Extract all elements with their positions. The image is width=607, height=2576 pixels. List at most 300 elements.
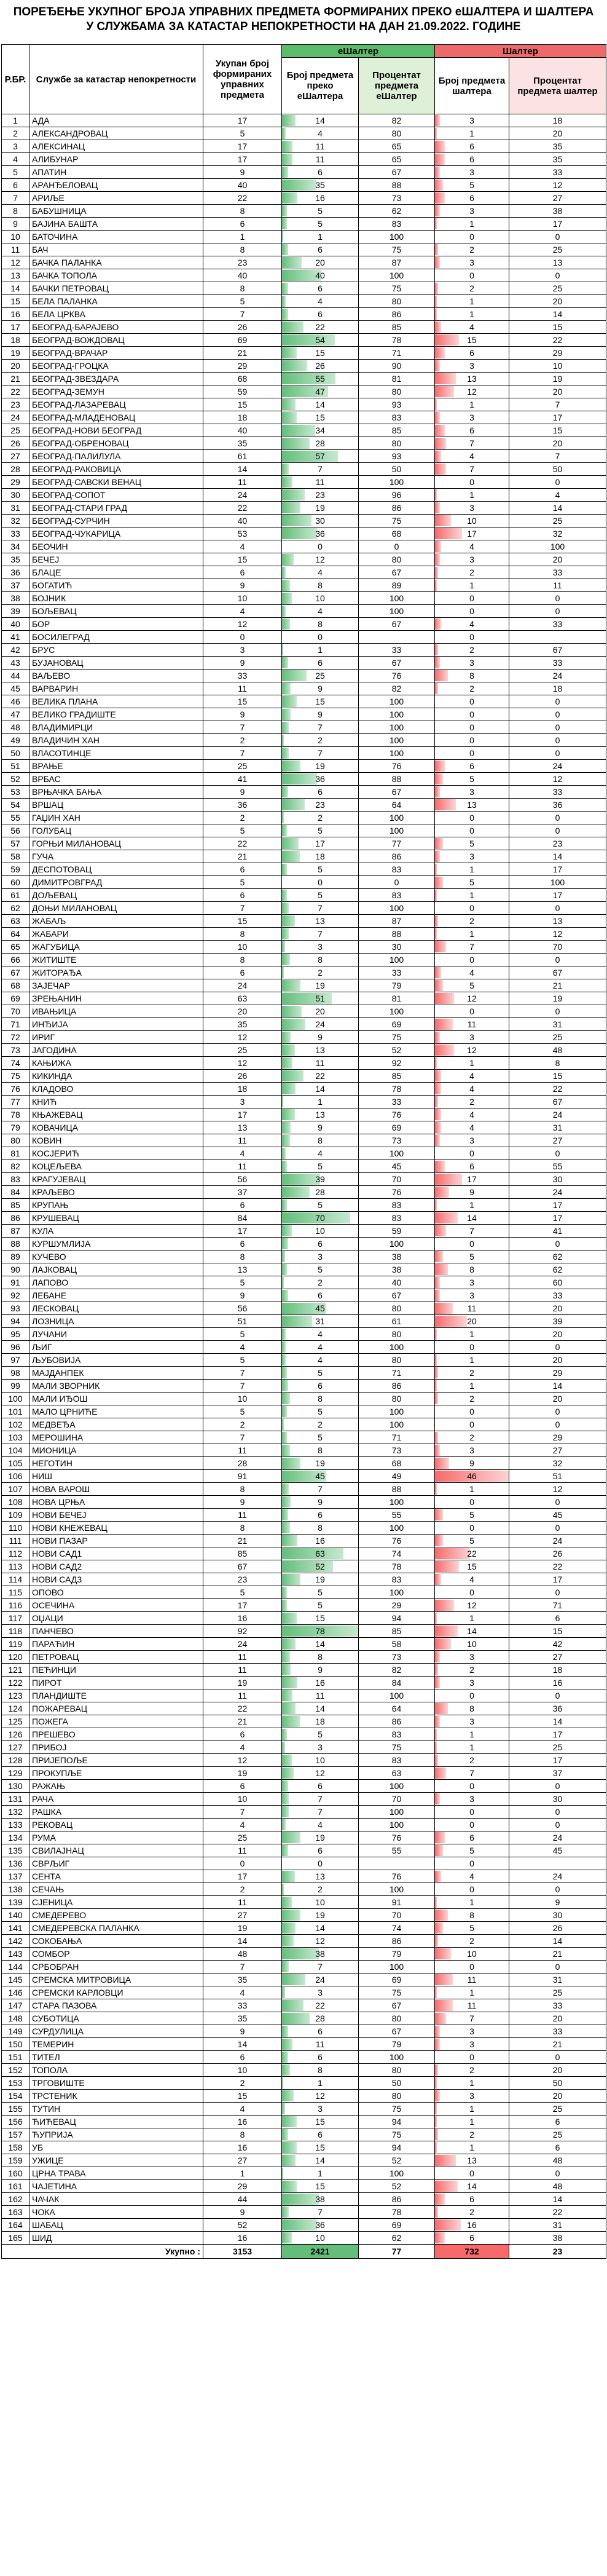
e-count-bar [282,2129,288,2140]
total-count: 8 [203,1483,282,1496]
s-count-bar [435,154,445,165]
s-count [435,876,509,889]
row-number: 108 [2,1496,29,1509]
s-count [435,2141,509,2154]
office-name: ПРИБОЈ [29,1741,203,1754]
s-count-value: 1 [469,309,474,319]
s-pct: 41 [509,1225,606,1238]
e-count [282,1496,359,1509]
row-number: 2 [2,127,29,140]
total-count: 11 [203,1509,282,1522]
row-number: 138 [2,1883,29,1896]
e-count-value: 35 [315,180,325,190]
e-count [282,2012,359,2025]
s-count-bar [435,1225,446,1236]
s-count [435,140,509,153]
e-pct: 81 [359,992,435,1005]
office-name: ДОЊИ МИЛАНОВАЦ [29,902,203,915]
e-count [282,1134,359,1147]
e-pct: 0 [359,540,435,553]
s-count-bar [435,425,445,436]
e-count-bar [282,670,307,681]
e-pct: 75 [359,515,435,527]
e-count-value: 5 [318,1161,323,1171]
office-name: КРУШЕВАЦ [29,1212,203,1225]
e-count-value: 6 [318,787,323,797]
e-count [282,2090,359,2103]
total-count: 7 [203,1961,282,1973]
e-count-value: 19 [315,503,325,513]
e-pct: 40 [359,1276,435,1289]
e-count-bar [282,1187,310,1198]
e-count [282,1586,359,1599]
e-count-value: 1 [318,2168,323,2178]
e-count-value: 22 [315,1071,325,1081]
table-row [2,437,606,450]
total-count: 67 [203,1560,282,1573]
row-number: 152 [2,2064,29,2077]
s-count [435,256,509,269]
s-pct: 31 [509,1018,606,1031]
s-pct: 13 [509,915,606,928]
row-number: 125 [2,1715,29,1728]
s-count-bar [435,2116,437,2127]
s-count-value: 12 [467,1045,477,1055]
e-pct: 83 [359,411,435,424]
total-count: 51 [203,1315,282,1328]
e-count [282,1354,359,1367]
row-number: 101 [2,1405,29,1418]
e-count [282,1031,359,1044]
e-count-bar [282,915,295,926]
s-pct: 62 [509,1263,606,1276]
s-count-bar [435,347,445,358]
s-count-value: 3 [469,1032,474,1042]
table-row [2,1083,606,1096]
table-row [2,1999,606,2012]
s-count [435,1057,509,1070]
office-name: БОР [29,618,203,631]
s-pct: 0 [509,592,606,605]
e-count-bar [282,2116,297,2127]
total-count: 12 [203,1031,282,1044]
table-row [2,631,606,644]
e-count [282,1831,359,1844]
table-row [2,1741,606,1754]
s-count [435,812,509,824]
row-number: 27 [2,450,29,463]
s-pct: 48 [509,2154,606,2167]
total-count: 6 [203,1238,282,1250]
total-count: 13 [203,1121,282,1134]
e-count [282,760,359,773]
e-count-bar [282,1897,292,1908]
s-count [435,1961,509,1973]
office-name: НОВИ БЕЧЕЈ [29,1509,203,1522]
s-count [435,114,509,127]
e-count-bar [282,1096,283,1107]
s-count-value: 4 [469,1110,474,1120]
e-count-value: 7 [318,464,323,474]
s-count-value: 1 [469,1742,474,1752]
office-name: ДОЉЕВАЦ [29,889,203,902]
total-count: 9 [203,657,282,670]
table-row [2,1896,606,1909]
e-count [282,670,359,682]
total-count: 56 [203,1302,282,1315]
e-count-value: 19 [315,761,325,771]
total-count: 59 [203,385,282,398]
e-pct: 55 [359,1844,435,1857]
s-count [435,450,509,463]
s-count [435,915,509,928]
table-row [2,347,606,360]
s-pct: 60 [509,1276,606,1289]
e-count-value: 19 [315,1458,325,1468]
s-count-bar [435,1729,437,1740]
e-count [282,657,359,670]
table-row [2,979,606,992]
s-pct: 0 [509,231,606,243]
e-count [282,179,359,192]
e-count [282,489,359,502]
table-row [2,644,606,657]
total-count: 9 [203,579,282,592]
e-count-bar [282,2013,310,2024]
e-count-bar [282,722,289,733]
e-count-value: 7 [318,1807,323,1817]
s-pct: 27 [509,1444,606,1457]
e-count-value: 7 [318,903,323,913]
e-count-value: 0 [318,632,323,642]
table-row [2,760,606,773]
e-count-value: 6 [318,2130,323,2139]
e-count-bar [282,1174,320,1185]
e-count [282,231,359,243]
s-count-bar [435,1083,441,1094]
row-number: 61 [2,889,29,902]
s-pct: 33 [509,1289,606,1302]
total-count: 29 [203,360,282,373]
s-count [435,1948,509,1961]
e-count-bar [282,1496,291,1507]
s-count-value: 3 [469,2026,474,2036]
e-pct: 58 [359,1638,435,1651]
total-count: 5 [203,876,282,889]
e-count-bar [282,851,300,862]
office-name: БЕОГРАД-САВСКИ ВЕНАЦ [29,476,203,489]
row-number: 141 [2,1922,29,1935]
office-name: ТРСТЕНИК [29,2090,203,2103]
s-pct: 24 [509,1186,606,1199]
total-count: 15 [203,398,282,411]
office-name: ТОПОЛА [29,2064,203,2077]
row-number: 100 [2,1393,29,1405]
row-number: 6 [2,179,29,192]
office-name: ЗАЈЕЧАР [29,979,203,992]
total-count: 25 [203,760,282,773]
row-number: 103 [2,1431,29,1444]
s-count [435,205,509,218]
s-count-value: 16 [467,2220,477,2230]
e-count-bar [282,735,284,746]
e-count-value: 6 [318,245,323,255]
e-pct: 85 [359,424,435,437]
s-count [435,799,509,812]
e-count [282,1225,359,1238]
row-number: 24 [2,411,29,424]
s-count-bar [435,1509,443,1520]
row-number: 133 [2,1819,29,1831]
s-count [435,1664,509,1677]
row-number: 87 [2,1225,29,1238]
s-pct: 45 [509,1509,606,1522]
e-pct: 64 [359,799,435,812]
office-name: ИНЂИЈА [29,1018,203,1031]
e-count-value: 7 [318,1484,323,1494]
e-count-bar [282,425,315,436]
s-count-value: 2 [469,916,474,926]
total-count: 17 [203,1225,282,1238]
s-pct: 24 [509,670,606,682]
e-count-value: 19 [315,981,325,990]
e-count-bar [282,1341,286,1353]
e-count [282,812,359,824]
total-count: 40 [203,269,282,282]
s-count-bar [435,1458,449,1469]
s-pct: 33 [509,566,606,579]
s-count [435,1560,509,1573]
e-pct: 83 [359,1728,435,1741]
s-count-value: 0 [469,735,474,745]
s-pct: 20 [509,2064,606,2077]
e-count-value: 30 [315,516,325,526]
total-count: 56 [203,1173,282,1186]
s-count-bar [435,438,446,449]
s-count [435,2232,509,2245]
e-count-bar [282,180,316,191]
table-row [2,2219,606,2232]
office-name: ГУЧА [29,850,203,863]
e-count-bar [282,773,317,784]
s-count-bar [435,1535,443,1546]
e-count [282,411,359,424]
e-count-bar [282,1264,287,1275]
office-name: СРЕМСКИ КАРЛОВЦИ [29,1986,203,1999]
s-count-value: 3 [469,1278,474,1287]
row-number: 42 [2,644,29,657]
s-count-value: 1 [469,1729,474,1739]
e-count [282,1986,359,1999]
e-count-bar [282,657,288,668]
e-count [282,1741,359,1754]
total-count: 9 [203,1496,282,1509]
e-count-bar [282,451,338,462]
s-count-value: 7 [469,942,474,952]
e-pct: 89 [359,579,435,592]
table-row [2,1044,606,1057]
s-count [435,1883,509,1896]
s-count-value: 5 [469,1536,474,1546]
e-pct: 100 [359,1689,435,1702]
total-count: 19 [203,1922,282,1935]
e-count [282,2180,359,2193]
office-name: ЦРНА ТРАВА [29,2167,203,2180]
office-name: ЋИЋЕВАЦ [29,2116,203,2128]
office-name: БЕОГРАД-ОБРЕНОВАЦ [29,437,203,450]
s-pct: 4 [509,489,606,502]
e-pct: 76 [359,1535,435,1547]
s-count-bar [435,890,437,901]
s-count-bar [435,386,454,397]
row-number: 159 [2,2154,29,2167]
s-pct: 17 [509,1573,606,1586]
e-count [282,398,359,411]
s-count [435,670,509,682]
table-row [2,902,606,915]
office-name: БЕОГРАД-ЧУКАРИЦА [29,527,203,540]
table-row [2,1715,606,1728]
s-pct: 12 [509,928,606,941]
office-name: БРУС [29,644,203,657]
e-count [282,1186,359,1199]
s-count [435,1573,509,1586]
s-pct: 25 [509,2103,606,2116]
s-count [435,2167,509,2180]
e-pct: 80 [359,553,435,566]
office-name: КРАГУЈЕВАЦ [29,1173,203,1186]
e-count-value: 6 [318,283,323,293]
row-number: 129 [2,1767,29,1780]
row-number: 79 [2,1121,29,1134]
e-count-value: 9 [318,684,323,693]
row-number: 120 [2,1651,29,1664]
e-count-bar [282,2026,288,2037]
s-count-bar [435,1174,462,1185]
s-pct: 48 [509,1044,606,1057]
e-count [282,1212,359,1225]
office-name: ЧОКА [29,2206,203,2219]
row-number: 41 [2,631,29,644]
table-row [2,166,606,179]
s-pct: 24 [509,1870,606,1883]
row-number: 54 [2,799,29,812]
s-count-bar [435,1057,437,1069]
office-name: НОВИ САД1 [29,1547,203,1560]
office-name: БУЈАНОВАЦ [29,657,203,670]
e-pct: 78 [359,2206,435,2219]
table-row [2,321,606,334]
e-count-value: 2 [318,1420,323,1429]
e-count-value: 51 [315,994,325,1003]
e-pct: 78 [359,334,435,347]
e-pct: 92 [359,1057,435,1070]
s-count [435,2206,509,2219]
office-name: БЛАЦЕ [29,566,203,579]
e-pct: 29 [359,1599,435,1612]
e-count-bar [282,1380,288,1391]
e-count-value: 4 [318,1355,323,1365]
e-count [282,540,359,553]
s-count-value: 13 [467,800,477,810]
s-count-bar [435,2181,458,2192]
e-count-bar [282,1768,294,1779]
table-row [2,941,606,954]
table-row [2,1948,606,1961]
s-count-value: 6 [469,2194,474,2204]
e-count [282,1573,359,1586]
s-count-value: 10 [467,516,477,526]
office-name: ЉИГ [29,1341,203,1354]
s-pct: 38 [509,205,606,218]
total-count: 22 [203,1702,282,1715]
s-count [435,941,509,954]
office-name: ВРЊАЧКА БАЊА [29,786,203,799]
s-count-value: 6 [469,1833,474,1843]
s-pct: 0 [509,824,606,837]
e-pct: 100 [359,269,435,282]
e-count-bar [282,2232,292,2243]
s-pct: 14 [509,850,606,863]
s-count-value: 0 [469,632,474,642]
s-count-bar [435,2064,438,2076]
e-count-bar [282,1458,300,1469]
e-count-value: 28 [315,1187,325,1197]
s-count-value: 0 [469,606,474,616]
s-count-value: 2 [469,1432,474,1442]
s-pct: 30 [509,1793,606,1806]
s-pct: 20 [509,1354,606,1367]
office-name: ЈАГОДИНА [29,1044,203,1057]
office-name: БОЉЕВАЦ [29,605,203,618]
total-count: 16 [203,2116,282,2128]
row-number: 151 [2,2051,29,2064]
e-count [282,799,359,812]
table-row [2,2012,606,2025]
e-count-bar [282,476,292,488]
table-row [2,1625,606,1638]
s-pct: 0 [509,721,606,734]
s-count [435,218,509,231]
table-row [2,463,606,476]
office-name: ПОЖЕГА [29,1715,203,1728]
e-count-bar [282,1780,288,1792]
e-pct: 71 [359,1431,435,1444]
e-count-bar [282,593,292,604]
e-count-bar [282,1290,288,1301]
total-count: 26 [203,1070,282,1083]
e-pct: 85 [359,1625,435,1638]
office-name: УБ [29,2141,203,2154]
total-count: 6 [203,889,282,902]
e-count-value: 10 [315,1226,325,1236]
e-pct: 33 [359,1096,435,1108]
e-count-value: 14 [315,1639,325,1649]
table-row [2,992,606,1005]
s-count-value: 0 [469,1781,474,1791]
total-count: 91 [203,1470,282,1483]
e-count [282,1806,359,1819]
office-name: КНИЋ [29,1096,203,1108]
s-count-value: 2 [469,283,474,293]
s-count-bar [435,1716,440,1727]
e-count [282,863,359,876]
e-count-bar [282,980,300,991]
s-count-value: 1 [469,929,474,939]
totals-s-count: 732 [435,2245,509,2259]
row-number: 5 [2,166,29,179]
e-count-bar [282,748,289,759]
